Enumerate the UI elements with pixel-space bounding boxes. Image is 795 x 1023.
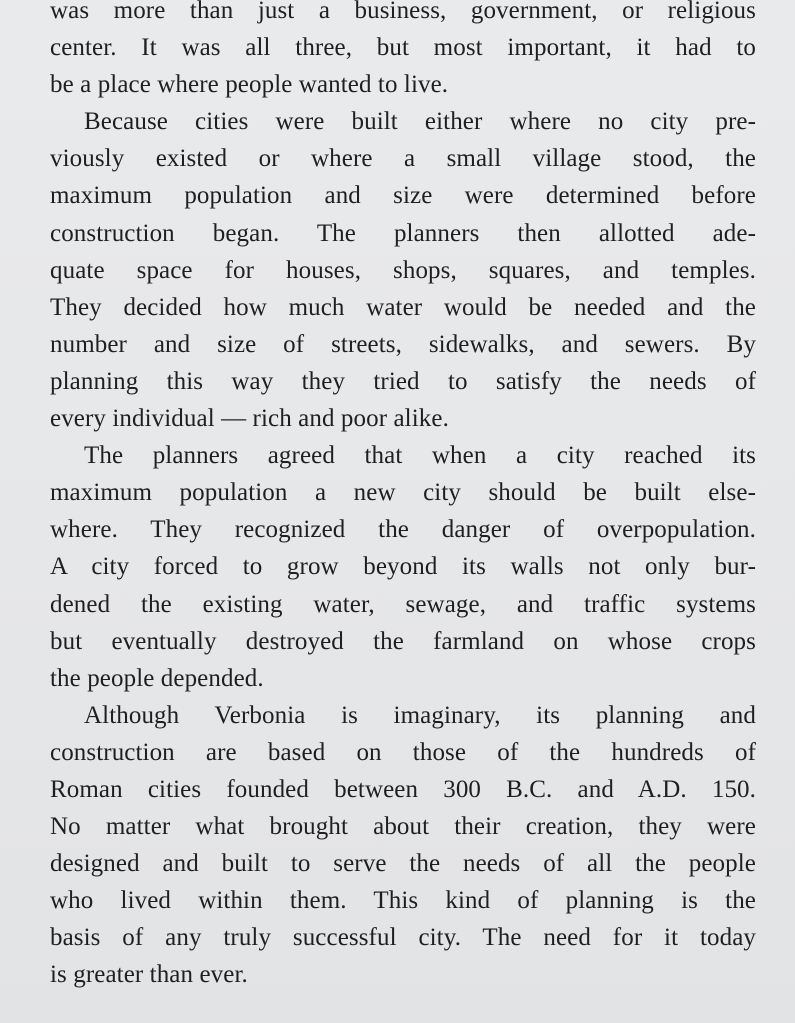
text-line: be a place where people wanted to live.	[50, 71, 449, 99]
text-line: quate space for houses, shops, squares, and temples.	[50, 256, 756, 284]
text-line: Roman cities founded between 300 B.C. and A.D. 150.	[50, 775, 756, 803]
paragraph-2	[50, 103, 756, 437]
text-line: maximum population a new city should be built else-	[50, 479, 756, 507]
paragraph-4	[50, 697, 756, 994]
body-text	[50, 0, 756, 994]
text-line: is greater than ever.	[50, 961, 248, 989]
text-line: construction are based on those of the hundreds of	[50, 738, 756, 766]
text-line: A city forced to grow beyond its walls not only bur-	[50, 553, 756, 581]
text-line: the people depended.	[50, 664, 264, 692]
text-line: The planners agreed that when a city reached its	[84, 442, 756, 470]
text-line: center. It was all three, but most important, it had to	[50, 34, 756, 62]
text-line: planning this way they tried to satisfy the needs of	[50, 367, 756, 395]
text-line: basis of any truly successful city. The need for it today	[50, 924, 756, 952]
text-line: where. They recognized the danger of overpopulation.	[50, 516, 756, 544]
text-line: viously existed or where a small village stood, the	[50, 145, 756, 173]
text-line: was more than just a business, government, or religious	[50, 0, 756, 24]
text-line: Although Verbonia is imaginary, its planning and	[84, 701, 756, 729]
paragraph-3	[50, 437, 756, 697]
text-line: maximum population and size were determined before	[50, 182, 756, 210]
text-line: construction began. The planners then allotted ade-	[50, 219, 756, 247]
text-line: Because cities were built either where no city pre-	[84, 108, 756, 136]
text-line: designed and built to serve the needs of all the people	[50, 850, 756, 878]
paragraph-1	[50, 0, 756, 103]
text-line: No matter what brought about their creation, they were	[50, 813, 756, 841]
text-line: They decided how much water would be needed and the	[50, 293, 756, 321]
text-line: dened the existing water, sewage, and traffic systems	[50, 590, 756, 618]
text-line: number and size of streets, sidewalks, and sewers. By	[50, 330, 756, 358]
text-line: every individual — rich and poor alike.	[50, 405, 449, 433]
text-line: who lived within them. This kind of planning is the	[50, 887, 756, 915]
text-line: but eventually destroyed the farmland on whose crops	[50, 627, 756, 655]
